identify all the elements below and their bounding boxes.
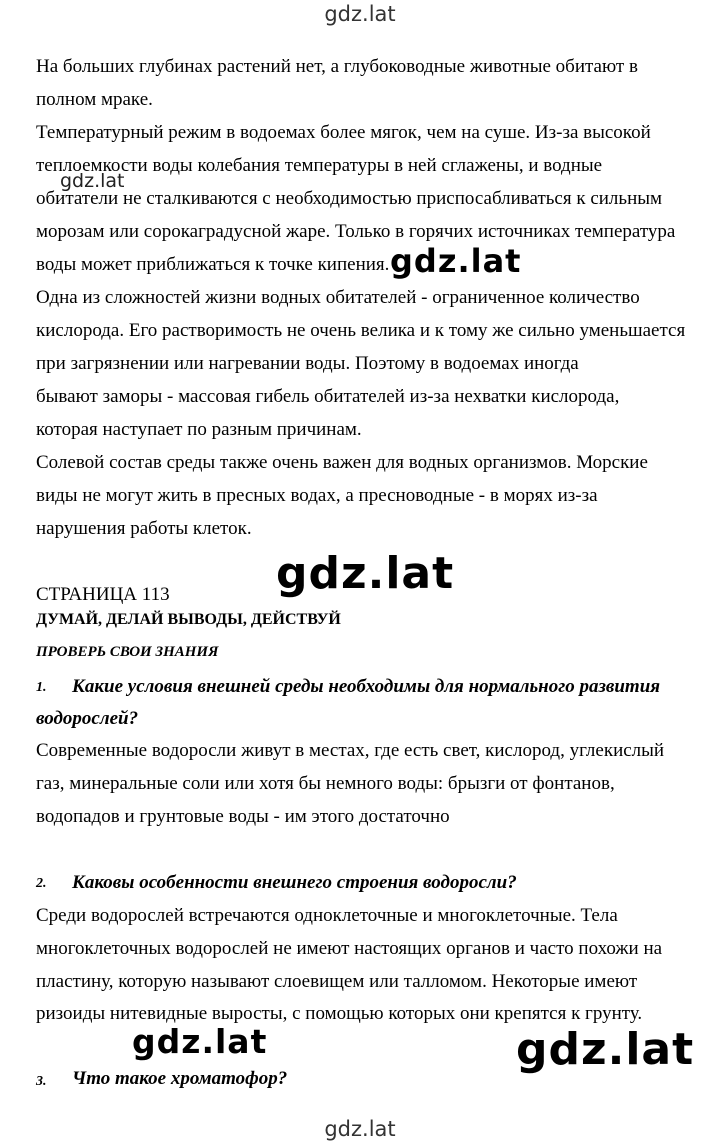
paragraph-line: которая наступает по разным причинам. bbox=[36, 419, 362, 440]
question-text: водорослей? bbox=[36, 708, 139, 729]
paragraph-line: морозам или сорокаградусной жаре. Только в горячих источниках температура bbox=[36, 221, 676, 242]
watermark-low-left: gdz.lat bbox=[132, 1022, 268, 1061]
paragraph-line: кислорода. Его растворимость не очень велика и к тому же сильно уменьшается bbox=[36, 320, 686, 341]
watermark-low-right: gdz.lat bbox=[516, 1024, 695, 1075]
watermark-small: gdz.lat bbox=[60, 170, 125, 192]
section-title: ДУМАЙ, ДЕЛАЙ ВЫВОДЫ, ДЕЙСТВУЙ bbox=[36, 611, 341, 628]
watermark-top: gdz.lat bbox=[324, 2, 396, 26]
paragraph-line: Солевой состав среды также очень важен для водных организмов. Морские bbox=[36, 452, 648, 473]
watermark-mid: gdz.lat bbox=[390, 242, 522, 280]
answer-line: Современные водоросли живут в местах, где есть свет, кислород, углекислый bbox=[36, 740, 665, 761]
answer-line: Среди водорослей встречаются одноклеточные и многоклеточные. Тела bbox=[36, 905, 618, 926]
question-text: Что такое хроматофор? bbox=[72, 1068, 288, 1089]
paragraph-line: полном мраке. bbox=[36, 89, 153, 110]
question-text: Какие условия внешней среды необходимы для нормального развития bbox=[72, 676, 661, 697]
paragraph-line: Температурный режим в водоемах более мягок, чем на суше. Из-за высокой bbox=[36, 122, 651, 143]
paragraph-line: при загрязнении или нагревании воды. Поэтому в водоемах иногда bbox=[36, 353, 579, 374]
question-number: 1. bbox=[36, 680, 47, 695]
paragraph-line: бывают заморы - массовая гибель обитателей из-за нехватки кислорода, bbox=[36, 386, 620, 407]
answer-line: ризоиды нитевидные выросты, с помощью которых они крепятся к грунту. bbox=[36, 1003, 643, 1024]
paragraph-line: На больших глубинах растений нет, а глубоководные животные обитают в bbox=[36, 56, 638, 77]
watermark-big: gdz.lat bbox=[276, 548, 455, 599]
paragraph-line: воды может приближаться к точке кипения. bbox=[36, 254, 390, 275]
answer-line: газ, минеральные соли или хотя бы немного воды: брызги от фонтанов, bbox=[36, 773, 615, 794]
question-text: Каковы особенности внешнего строения водоросли? bbox=[72, 872, 517, 893]
subsection-title: ПРОВЕРЬ СВОИ ЗНАНИЯ bbox=[36, 644, 219, 660]
paragraph-line: Одна из сложностей жизни водных обитателей - ограниченное количество bbox=[36, 287, 640, 308]
question-number: 3. bbox=[36, 1074, 47, 1089]
paragraph-line: обитатели не сталкиваются с необходимостью приспосабливаться к сильным bbox=[36, 188, 663, 209]
answer-line: многоклеточных водорослей не имеют настоящих органов и часто похожи на bbox=[36, 938, 663, 959]
page-label: СТРАНИЦА 113 bbox=[36, 584, 170, 605]
paragraph-line: теплоемкости воды колебания температуры в ней сглажены, и водные bbox=[36, 155, 603, 176]
question-number: 2. bbox=[36, 876, 47, 891]
watermark-bottom: gdz.lat bbox=[324, 1117, 396, 1141]
answer-line: пластину, которую называют слоевищем или талломом. Некоторые имеют bbox=[36, 971, 638, 992]
answer-line: водопадов и грунтовые воды - им этого достаточно bbox=[36, 806, 450, 827]
paragraph-line: нарушения работы клеток. bbox=[36, 518, 252, 539]
paragraph-line: виды не могут жить в пресных водах, а пресноводные - в морях из-за bbox=[36, 485, 598, 506]
